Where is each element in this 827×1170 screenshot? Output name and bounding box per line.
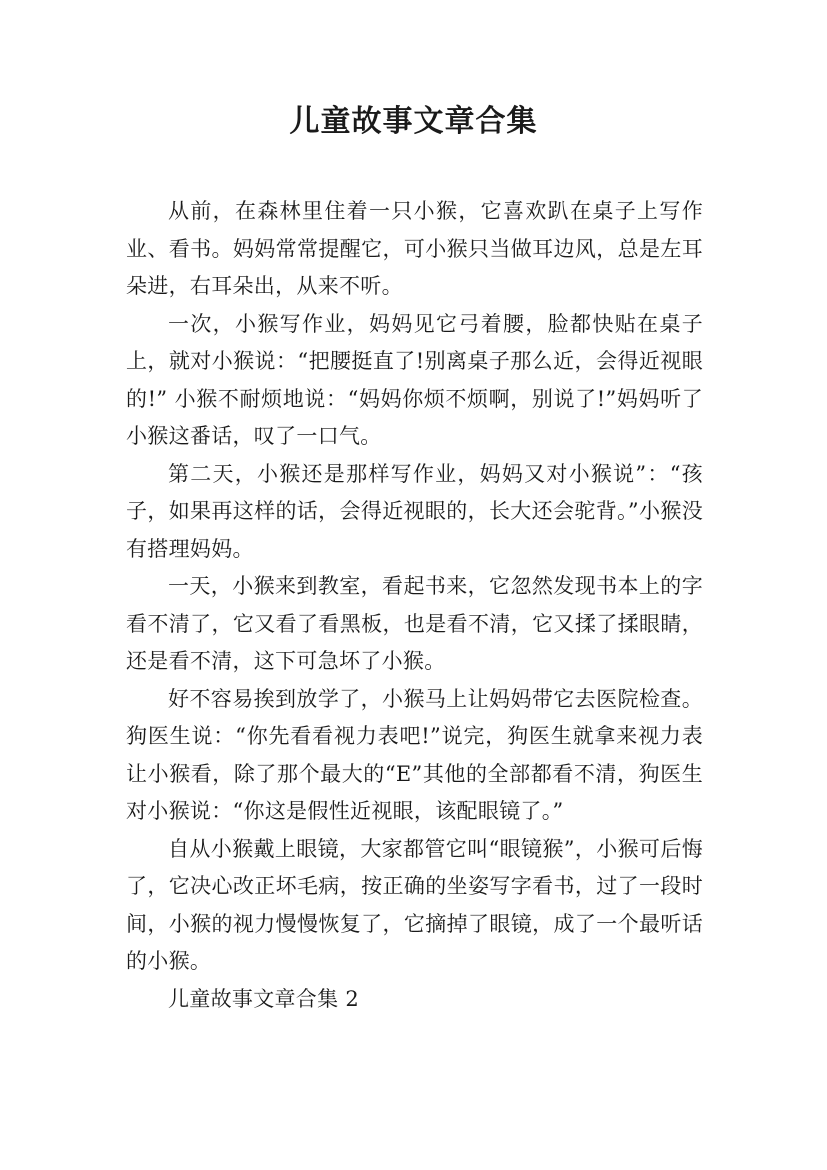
story-paragraph-4: 一天，小猴来到教室，看起书来，它忽然发现书本上的字看不清了，它又看了看黑板，也是看不清，它又揉了揉眼睛，还是看不清，这下可急坏了小猴。 bbox=[126, 574, 703, 673]
document-body bbox=[126, 193, 703, 1018]
section-heading-2: 儿童故事文章合集 2 bbox=[168, 986, 360, 1011]
story-paragraph-3: 第二天，小猴还是那样写作业，妈妈又对小猴说”：“孩子，如果再这样的话，会得近视眼的，长大还会驼背。”小猴没有搭理妈妈。 bbox=[126, 461, 703, 561]
document-title: 儿童故事文章合集 bbox=[289, 104, 538, 139]
story-paragraph-1: 从前，在森林里住着一只小猴，它喜欢趴在桌子上写作业、看书。妈妈常常提醒它，可小猴只当做耳边风，总是左耳朵进，右耳朵出，从来不听。 bbox=[126, 199, 703, 298]
story-paragraph-6: 自从小猴戴上眼镜，大家都管它叫“眼镜猴”，小猴可后悔了，它决心改正坏毛病，按正确的坐姿写字看书，过了一段时间，小猴的视力慢慢恢复了，它摘掉了眼镜，成了一个最听话的小猴。 bbox=[126, 836, 703, 973]
story-paragraph-5: 好不容易挨到放学了，小猴马上让妈妈带它去医院检查。狗医生说：“你先看看视力表吧!”说完，狗医生就拿来视力表让小猴看，除了那个最大的“E”其他的全部都看不清，狗医生对小猴说：“你这是假性近视眼，该配眼镜了。” bbox=[126, 686, 703, 823]
story-paragraph-2: 一次，小猴写作业，妈妈见它弓着腰，脸都快贴在桌子上，就对小猴说：“把腰挺直了!别离桌子那么近，会得近视眼的!” 小猴不耐烦地说：“妈妈你烦不烦啊，别说了!”妈妈听了小猴这番话，叹了一口气。 bbox=[126, 311, 703, 448]
